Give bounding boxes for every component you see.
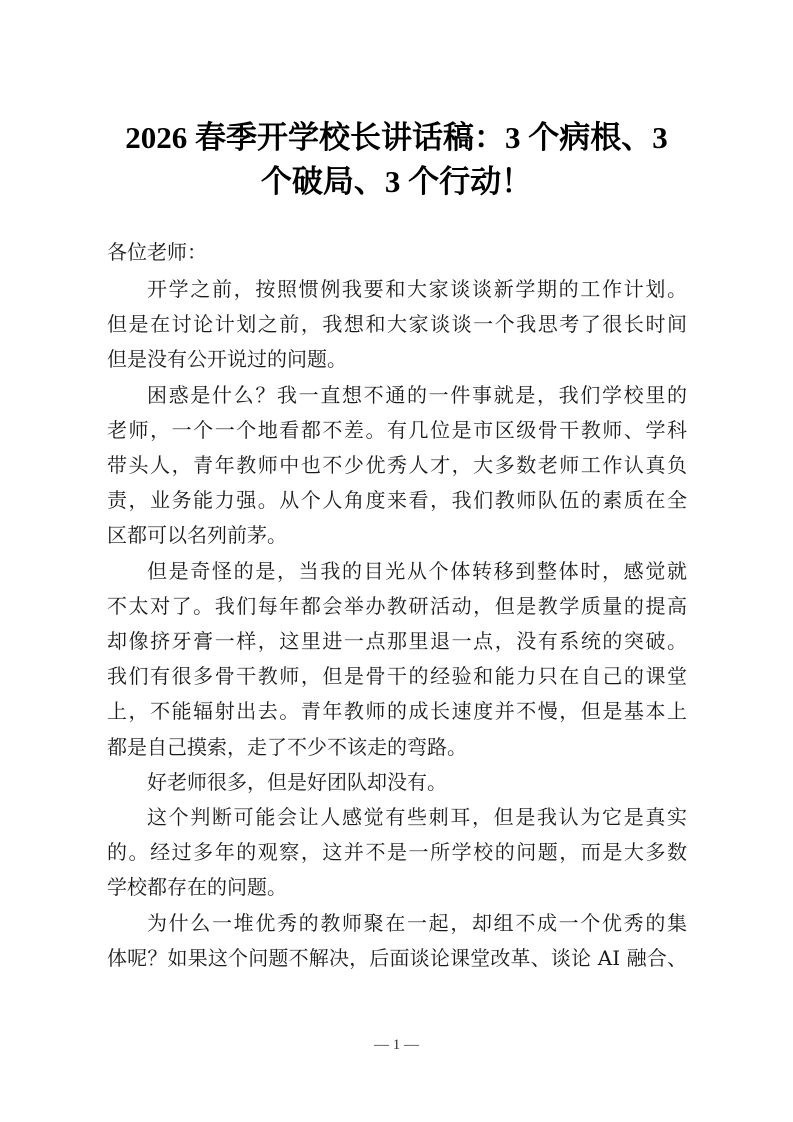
paragraph-line: 带头人，青年教师中也不少优秀人才，大多数老师工作认真负 bbox=[107, 453, 687, 477]
paragraph-line: 体呢？如果这个问题不解决，后面谈论课堂改革、谈论 AI 融合、 bbox=[107, 945, 687, 970]
paragraph-line: 我们有很多骨干教师，但是骨干的经验和能力只在自己的课堂 bbox=[107, 664, 687, 689]
paragraph-line: 老师，一个一个地看都不差。有几位是市区级骨干教师、学科 bbox=[107, 417, 687, 442]
paragraph-line: 学校都存在的问题。 bbox=[107, 875, 287, 900]
paragraph-line: 责，业务能力强。从个人角度来看，我们教师队伍的素质在全 bbox=[107, 488, 687, 513]
paragraph-line: 都是自己摸索，走了不少不该走的弯路。 bbox=[107, 734, 467, 759]
paragraph-line: 却像挤牙膏一样，这里进一点那里退一点，没有系统的突破。 bbox=[107, 629, 687, 653]
paragraph-line: 开学之前，按照惯例我要和大家谈谈新学期的工作计划。 bbox=[147, 277, 687, 301]
paragraph-line: 这个判断可能会让人感觉有些刺耳，但是我认为它是真实 bbox=[147, 805, 687, 829]
salutation: 各位老师： bbox=[107, 240, 207, 264]
paragraph-line: 困惑是什么？我一直想不通的一件事就是，我们学校里的 bbox=[147, 382, 687, 407]
paragraph-line: 为什么一堆优秀的教师聚在一起，却组不成一个优秀的集 bbox=[147, 910, 687, 935]
page-number: — 1 — bbox=[374, 1037, 419, 1053]
paragraph-line: 但是没有公开说过的问题。 bbox=[107, 347, 347, 372]
title-line-1: 2026 春季开学校长讲话稿：3 个病根、3 bbox=[125, 120, 668, 155]
paragraph-line: 但是奇怪的是，当我的目光从个体转移到整体时，感觉就 bbox=[147, 558, 687, 583]
paragraph-line: 上，不能辐射出去。青年教师的成长速度并不慢，但是基本上 bbox=[107, 699, 687, 724]
paragraph-line: 好老师很多，但是好团队却没有。 bbox=[147, 769, 447, 794]
document-title bbox=[100, 116, 693, 204]
paragraph-line: 但是在讨论计划之前，我想和大家谈谈一个我思考了很长时间 bbox=[107, 312, 687, 337]
paragraph-line: 不太对了。我们每年都会举办教研活动，但是教学质量的提高 bbox=[107, 593, 687, 618]
title-line-2: 个破局、3 个行动！ bbox=[260, 164, 533, 199]
paragraph-line: 区都可以名列前茅。 bbox=[107, 523, 287, 548]
paragraph-line: 的。经过多年的观察，这并不是一所学校的问题，而是大多数 bbox=[107, 840, 687, 865]
